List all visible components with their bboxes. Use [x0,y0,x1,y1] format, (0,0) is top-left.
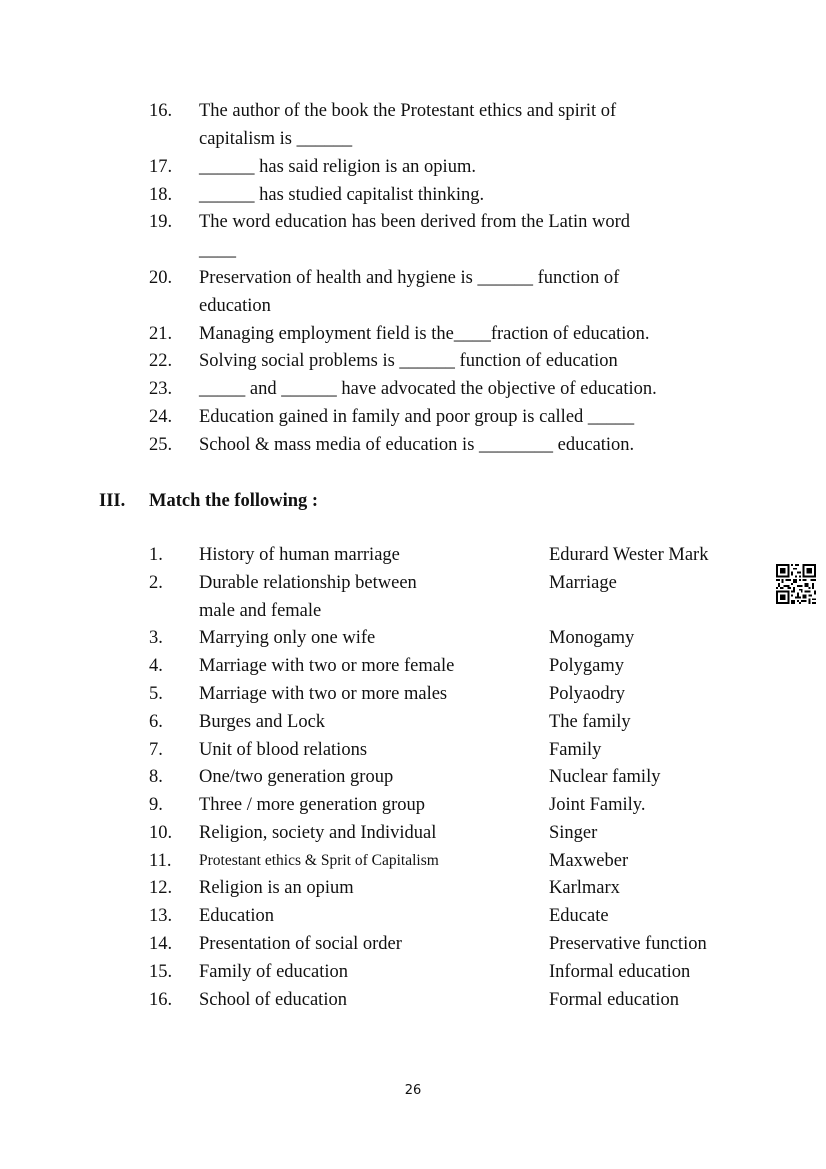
item-number: 22. [149,351,173,371]
item-number: 1. [149,545,163,565]
fill-blank-item [0,181,826,209]
item-text: Burges and Lock [199,712,326,732]
fill-blank-item [0,431,826,459]
match-item [0,541,826,569]
item-number: 3. [149,628,163,648]
item-number: 8. [149,767,163,787]
item-text: Family of education [199,962,348,982]
fill-blank-item [0,153,826,181]
match-item [0,680,826,708]
item-answer: Singer [549,823,598,843]
section-number: III. [99,491,126,511]
item-number: 16. [149,990,173,1010]
page-number: 26 [404,1083,422,1098]
fill-blank-item-continuation [0,292,826,320]
fill-blank-item-continuation [0,236,826,264]
section-title: Match the following : [149,491,319,511]
item-answer: Nuclear family [549,767,661,787]
item-text: ______ has said religion is an opium. [199,157,476,177]
item-text: Marriage with two or more female [199,656,455,676]
item-number: 6. [149,712,163,732]
item-number: 2. [149,573,163,593]
fill-blank-item [0,208,826,236]
fill-blank-item [0,403,826,431]
item-answer: Monogamy [549,628,635,648]
item-text: education [199,296,271,316]
item-number: 25. [149,435,173,455]
match-item [0,930,826,958]
item-text: Presentation of social order [199,934,402,954]
item-text: ______ has studied capitalist thinking. [199,185,485,205]
item-answer: Edurard Wester Mark [549,545,709,565]
match-item [0,763,826,791]
item-answer: Marriage [549,573,617,593]
item-number: 15. [149,962,173,982]
match-item [0,652,826,680]
match-item [0,902,826,930]
item-number: 17. [149,157,173,177]
item-number: 18. [149,185,173,205]
item-number: 13. [149,906,173,926]
item-text: male and female [199,601,322,621]
item-text: Marrying only one wife [199,628,376,648]
fill-blank-item [0,375,826,403]
item-number: 5. [149,684,163,704]
item-text: Durable relationship between [199,573,417,593]
item-answer: Preservative function [549,934,707,954]
item-answer: The family [549,712,631,732]
match-item [0,819,826,847]
item-text: The author of the book the Protestant ethics and spirit of [199,101,617,121]
item-number: 16. [149,101,173,121]
match-item [0,958,826,986]
match-item [0,624,826,652]
item-answer: Karlmarx [549,878,620,898]
item-number: 24. [149,407,173,427]
fill-blank-item [0,347,826,375]
item-text: Unit of blood relations [199,740,368,760]
item-number: 4. [149,656,163,676]
fill-blank-item [0,264,826,292]
item-text: School of education [199,990,347,1010]
item-text: Three / more generation group [199,795,426,815]
item-text: Protestant ethics & Sprit of Capitalism [199,852,439,869]
match-item [0,736,826,764]
item-number: 10. [149,823,173,843]
item-text: capitalism is ______ [199,129,353,149]
qr-code-icon [776,564,816,604]
item-answer: Polyaodry [549,684,626,704]
item-answer: Polygamy [549,656,625,676]
item-number: 14. [149,934,173,954]
match-item [0,791,826,819]
item-number: 20. [149,268,173,288]
match-item [0,708,826,736]
match-item [0,847,826,875]
item-text: Education [199,906,275,926]
item-text: ____ [199,240,236,260]
item-number: 21. [149,324,173,344]
item-answer: Educate [549,906,609,926]
item-text: Religion, society and Individual [199,823,437,843]
item-answer: Maxweber [549,851,629,871]
item-answer: Family [549,740,602,760]
item-text: Religion is an opium [199,878,354,898]
item-number: 23. [149,379,173,399]
item-number: 12. [149,878,173,898]
item-text: Preservation of health and hygiene is ______ function of [199,268,620,288]
item-text: Solving social problems is ______ function of education [199,351,618,371]
item-number: 7. [149,740,163,760]
fill-blank-item [0,97,826,125]
match-item-continuation [0,597,826,625]
item-answer: Informal education [549,962,691,982]
fill-blank-item [0,320,826,348]
item-text: Managing employment field is the____fraction of education. [199,324,650,344]
match-item [0,986,826,1014]
item-number: 9. [149,795,163,815]
fill-blank-item-continuation [0,125,826,153]
item-text: Education gained in family and poor group is called _____ [199,407,635,427]
item-text: One/two generation group [199,767,394,787]
match-item [0,874,826,902]
item-text: History of human marriage [199,545,400,565]
item-text: _____ and ______ have advocated the objective of education. [199,379,657,399]
item-text: Marriage with two or more males [199,684,448,704]
item-answer: Formal education [549,990,679,1010]
item-text: School & mass media of education is ________ education. [199,435,635,455]
item-answer: Joint Family. [549,795,646,815]
match-item [0,569,826,597]
item-text: The word education has been derived from the Latin word [199,212,631,232]
item-number: 19. [149,212,173,232]
item-number: 11. [149,851,172,871]
